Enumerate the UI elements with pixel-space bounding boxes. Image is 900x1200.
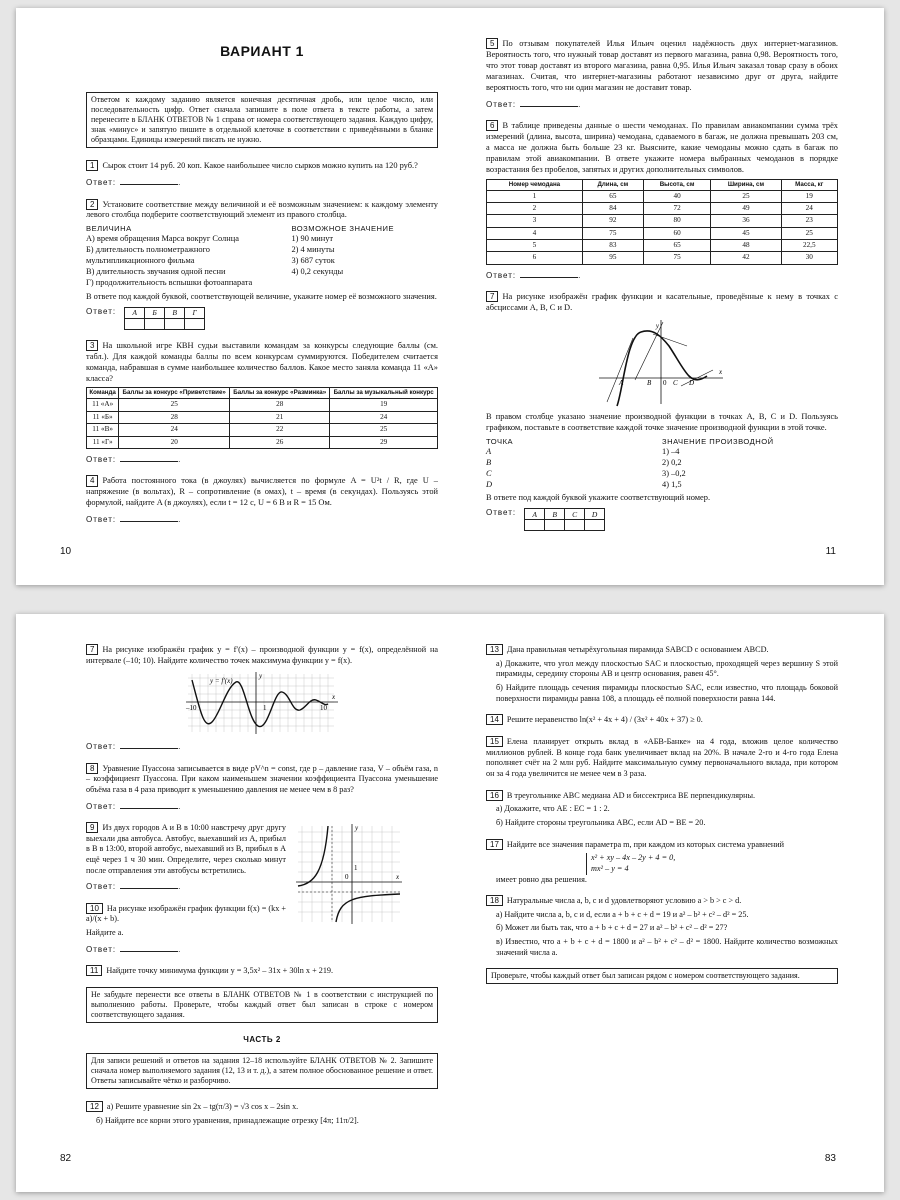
task-number: 4 [86,475,98,486]
matching-columns: ТОЧКА A B C D ЗНАЧЕНИЕ ПРОИЗВОДНОЙ 1) –4 2) 0,2 3) –0,2 4) 1,5 [486,437,838,491]
table-row: 1 65 40 25 19 [487,190,838,202]
variant-title: ВАРИАНТ 1 [220,43,304,59]
answer-field[interactable]: Ответ: . [86,178,182,188]
task-number: 15 [486,736,503,747]
matching-columns [86,224,438,288]
svg-text:x: x [396,873,400,882]
task-part-a: а) Докажите, что угол между плоскостью SAC и плоскостью, проходящей через вершину S этой пирамиды, середину стороны AB и центр основания, равен 45°. [496,658,838,679]
top-spread [16,8,884,585]
part2-instructions-box: Для записи решений и ответов на задания 12–18 используйте БЛАНК ОТВЕТОВ № 2. Запишите сначала номер выполняемого задания (12, 13 и т. д.), а затем полное обоснованное решение и ответ. Ответы записывайте чётко и разборчиво. [86,1053,438,1089]
task-text: По отзывам покупателей Илья Ильич оценил надёжность двух интернет-магазинов. Вероятность того, что нужный товар доставят из первого магазина, равна 0,98. Вероятность того, что этот товар доставят из второго магазина, равна 0,95. Илья Ильич заказал товар сразу в обоих магазинах. Считая, что интернет-магазины работают независимо друг от друга, найдите вероятность того, что ни один магазин не доставит товар. [486,39,838,92]
task-text: Из двух городов A и B в 10:00 навстречу друг другу выехали два автобуса. Автобус, выехавший из A, прибыл в B в 13:00, второй автобус, выехавший из B, прибыл в A ещё через 1 ч 30 мин. Определите, через сколько минут после отправления эти автобусы встретились. [86,823,286,875]
table-row: 11 «Б» 28 21 24 [87,411,438,423]
equation-system: x² + xy – 4x – 2y + 4 = 0, mx² – y = 4 [586,853,838,874]
axis-label-x: x [719,368,723,377]
task-number: 14 [486,714,503,725]
task-number: 11 [86,965,102,976]
scores-table: Команда Баллы за конкурс «Приветствие» Баллы за конкурс «Разминка» Баллы за музыкальный конкурс 11 «А» 25 28 19 11 «Б» 28 21 24 11 «В» 24 22 25 11 «Г» 20 26 29 [86,387,438,449]
list-item: 3) 687 суток [291,256,335,266]
list-item: В) длительность звучания одной песни [86,266,226,276]
derivative-graph [86,670,438,736]
table-row: 2 84 72 49 24 [487,203,838,215]
task-text: Сырок стоит 14 руб. 20 коп. Какое наибольшее число сырков можно купить на 120 руб.? [102,161,418,171]
table-row: 3 92 80 36 23 [487,215,838,227]
task-part-b: б) Может ли быть так, что a + b + c + d = 27 и a² – b² + c² – d² = 27? [496,923,728,933]
list-item: 3) –0,2 [662,468,686,478]
tick-label: 10 [320,704,327,713]
task-number: 5 [486,38,498,49]
task-9 [86,822,438,955]
task-note: В ответе под каждой буквой, соответствующей величине, укажите номер её возможного значения. [86,291,437,301]
task-number: 9 [86,822,98,833]
task-part-c: в) Известно, что a + b + c + d = 1800 и a² – b² + c² – d² = 1800. Найдите количество возможных значений числа a. [496,937,838,957]
task-18 [486,895,838,958]
list-item: 2) 4 минуты [291,245,335,255]
list-item: 4) 0,2 секунды [291,266,344,276]
axis-label-y: y [655,322,659,331]
axis-label-y: y [259,672,263,681]
task-text: Уравнение Пуассона записывается в виде pV^n = const, где p – давление газа, V – объём газа, n – коэффициент Пуассона. При каком наименьшем значении коэффициента Пуассона уменьшение объёма газа в 4 раза приводит к уменьшению давления не менее чем в 8 раз? [86,763,438,795]
page-82 [16,614,450,1192]
bottom-spread [16,614,884,1192]
task-17 [486,839,838,886]
task-5 [486,38,838,110]
grid-letter: В [165,307,185,318]
task-4 [86,475,438,525]
page-11 [450,8,884,585]
tangent-graph [486,318,838,408]
svg-text:0: 0 [345,873,349,882]
task-number: 6 [486,120,498,131]
task-part-a: а) Докажите, что AE : EC = 1 : 2. [496,804,610,814]
grid-letter: Г [185,307,205,318]
transfer-reminder-box: Не забудьте перенести все ответы в БЛАНК ОТВЕТОВ № 1 в соответствии с инструкцией по выполнению работы. Проверьте, чтобы каждый ответ был записан в строке с номером соответствующего задания. [86,987,438,1023]
task-text-2: имеет ровно два решения. [496,874,587,884]
task-number: 3 [86,340,98,351]
table-row: 5 83 65 48 22,5 [487,240,838,252]
task-13 [486,644,838,704]
page-83 [450,614,884,1192]
list-item: D [486,479,493,489]
tick-label: 1 [263,704,267,713]
list-item: Г) продолжительность вспышки фотоаппарата [86,277,253,287]
point-label-a: A [619,379,624,388]
task-12 [86,1101,438,1126]
task-7 [486,291,838,531]
list-item: 1) 90 минут [291,234,334,244]
task-number: 13 [486,644,503,655]
task-text: Установите соответствие между величиной и её возможным значением: к каждому элементу левого столбца подберите соответствующий элемент из правого столбца. [86,199,438,220]
task-number: 18 [486,895,503,906]
task-text: Решите неравенство ln(x² + 4x + 4) / (3x² + 40x + 37) ≥ 0. [506,715,703,725]
list-item: 1) –4 [662,446,680,456]
task-3 [86,340,438,466]
part2-heading: ЧАСТЬ 2 [243,1034,281,1044]
task-number: 10 [86,903,103,914]
graph-label-fn: y = f′(x) [210,677,233,686]
page-number: 11 [825,546,836,557]
answer-field[interactable]: Ответ: . [86,742,182,752]
grid-cell[interactable] [565,520,585,531]
task-text: На школьной игре КВН судьи выставили командам за конкурсы следующие баллы (см. табл.). Для каждой команды баллы по всем конкурсам суммируются. Победителем считается команда, набравшая в сумме наибольшее количество баллов. Какое место заняла команда 11 «А» класса? [86,340,438,383]
grid-cell[interactable] [585,520,605,531]
page-number: 10 [60,546,72,557]
suitcase-table: Номер чемодана Длина, см Высота, см Ширина, см Масса, кг 1 65 40 25 19 2 84 72 49 24 3 92 80 36 23 4 75 60 45 25 5 83 65 48 22,5 6 95 75 42 30 [486,179,838,265]
table-row: 11 «А» 25 28 19 [87,399,438,411]
task-number: 7 [86,644,98,655]
task-text: На рисунке изображён график функции f(x) = (kx + a)/(x + b). [86,903,286,924]
point-label-c: C [673,379,678,388]
task-number: 2 [86,199,98,210]
task-text: Натуральные числа a, b, c и d удовлетворяют условию a > b > c > d. [506,896,742,906]
list-item: Б) длительность полнометражного мультипликационного фильма [86,245,210,266]
task-part-a: а) Решите уравнение sin 2x – tg(π/3) = √3 cos x – 2sin x. [106,1102,299,1112]
page-number: 82 [60,1153,72,1164]
list-item: А) время обращения Марса вокруг Солнца [86,234,239,244]
tick-label: –10 [186,704,197,713]
task-number: 1 [86,160,98,171]
final-reminder-box: Проверьте, чтобы каждый ответ был записан рядом с номером соответствующего задания. [486,968,838,984]
task-number: 12 [86,1101,103,1112]
hyperbola-graph [294,822,404,926]
list-item: 2) 0,2 [662,457,682,467]
table-row: 11 «В» 24 22 25 [87,424,438,436]
list-item: C [486,468,492,478]
task-number: 16 [486,790,503,801]
grid-letter: Б [145,307,165,318]
task-2 [86,199,438,330]
answer-field[interactable]: Ответ: . [86,515,182,525]
task-text: Елена планирует открыть вклад в «АБВ-Банке» на 4 года, вложив целое количество миллионов рублей. В конце года банк увеличивает вклад на 20%. В начале 2-го и 4-го года Елена пополняет счёт на 2 млн руб. Найдите максимальную сумму первоначального вклада, при котором он за 4 года увеличится не менее чем в 3 раза. [486,736,838,778]
task-14 [486,714,838,726]
task-text: Работа постоянного тока (в джоулях) вычисляется по формуле A = U²t / R, где U – напряжение (в вольтах), R – сопротивление (в омах), t – время (в секундах). Пользуясь этой формулой, найдите A (в джоулях), если t = 12 с, U = 6 В и R = 15 Ом. [86,476,438,508]
grid-cell[interactable] [165,318,185,329]
task-7b [86,644,438,753]
task-part-b: б) Найдите стороны треугольника ABC, если AD = BE = 20. [496,817,706,827]
answer-field[interactable]: Ответ: . [486,99,582,109]
answer-grid: Ответ: A B C D [486,508,838,531]
axis-label-x: x [332,693,336,702]
task-part-b: б) Найдите все корни этого уравнения, принадлежащие отрезку [4π; 11π/2]. [96,1115,359,1125]
grid-cell[interactable] [525,520,545,531]
svg-text:y: y [355,824,359,833]
task-number: 8 [86,763,98,774]
answer-field[interactable]: Ответ: . [86,801,182,811]
grid-cell[interactable] [145,318,165,329]
task-8 [86,763,438,812]
grid-cell[interactable] [545,520,565,531]
page-10 [16,8,450,585]
list-item: A [486,446,492,456]
table-row: 4 75 60 45 25 [487,227,838,239]
answer-field[interactable]: Ответ: . [86,454,182,464]
task-number: 7 [486,291,498,302]
point-label-d: D [689,379,695,388]
task-text: Найдите точку минимума функции y = 3,5x² – 31x + 30ln x + 219. [106,966,334,976]
task-text: Найдите все значения параметра m, при каждом из которых система уравнений [506,839,785,849]
origin-label: 0 [663,379,667,388]
right-header: ВОЗМОЖНОЕ ЗНАЧЕНИЕ [291,224,395,234]
task-text: На рисунке изображён график функции и касательные, проведённые к нему в точках с абсциссами A, B, C и D. [486,292,838,313]
answer-field[interactable]: Ответ: . [486,270,582,280]
list-item: B [486,457,492,467]
task-15 [486,736,838,780]
task-1 [86,160,438,188]
task-text: В таблице приведены данные о шести чемоданах. По правилам авиакомпании сумма трёх измерений (длина, высота, ширина) чемодана, сдаваемого в багаж, не должна превышать 203 см, а масса не должна быть больше 23 кг. Выясните, какие чемоданы можно сдать в багаж по правилам этой авиакомпании. В ответе укажите номера выбранных чемоданов в порядке возрастания без пробелов, запятых и других дополнительных символов. [486,121,838,174]
point-label-b: B [647,379,652,388]
task-text-2: В правом столбце указано значение производной функции в точках A, B, C и D. Пользуясь графиком, поставьте в соответствие каждой точке значение производной функции в этой точке. [486,412,838,432]
task-16 [486,790,838,829]
page-number: 83 [824,1153,836,1164]
grid-cell[interactable] [125,318,145,329]
task-part-b: б) Найдите площадь сечения пирамиды плоскостью SAC, если известно, что площадь боковой поверхности пирамиды равна 108, а площадь её полной поверхности равна 144. [496,682,838,703]
task-text: На рисунке изображён график y = f′(x) – производной функции y = f(x), определённой на интервале (–10; 10). Найдите количество точек максимума функции y = f(x). [86,645,438,665]
task-part-a: а) Найдите числа a, b, c и d, если a + b + c + d = 19 и a² – b² + c² – d² = 25. [496,909,749,919]
task-6 [486,120,838,281]
task-number: 17 [486,839,503,850]
svg-text:1: 1 [354,864,358,873]
answer-grid: Ответ: А Б В Г [86,307,438,330]
answer-field[interactable]: Ответ: . [86,944,182,954]
grid-letter: А [125,307,145,318]
instructions-box: Ответом к каждому заданию является конечная десятичная дробь, или целое число, или последовательность цифр. Ответ сначала запишите в поле ответа в тексте работы, а затем перенесите в БЛАНК ОТВЕТОВ № 1 справа от номера соответствующего задания. Каждую цифру, знак «минус» и запятую пишите в отдельной клеточке в соответствии с приведёнными в бланке образцами. Единицы измерений писать не нужно. [86,92,438,148]
task-11 [86,965,438,977]
task-note: В ответе под каждой буквой укажите соответствующий номер. [486,493,711,503]
table-row: 6 95 75 42 30 [487,252,838,264]
answer-field[interactable]: Ответ: . [86,882,182,892]
table-row: 11 «Г» 20 26 29 [87,436,438,448]
task-text: В треугольнике ABC медиана AD и биссектриса BE перпендикулярны. [506,790,756,800]
left-header: ВЕЛИЧИНА [86,224,132,234]
grid-cell[interactable] [185,318,205,329]
task-text-2: Найдите a. [86,928,124,938]
task-text: Дана правильная четырёхугольная пирамида SABCD с основанием ABCD. [506,645,769,654]
list-item: 4) 1,5 [662,479,682,489]
